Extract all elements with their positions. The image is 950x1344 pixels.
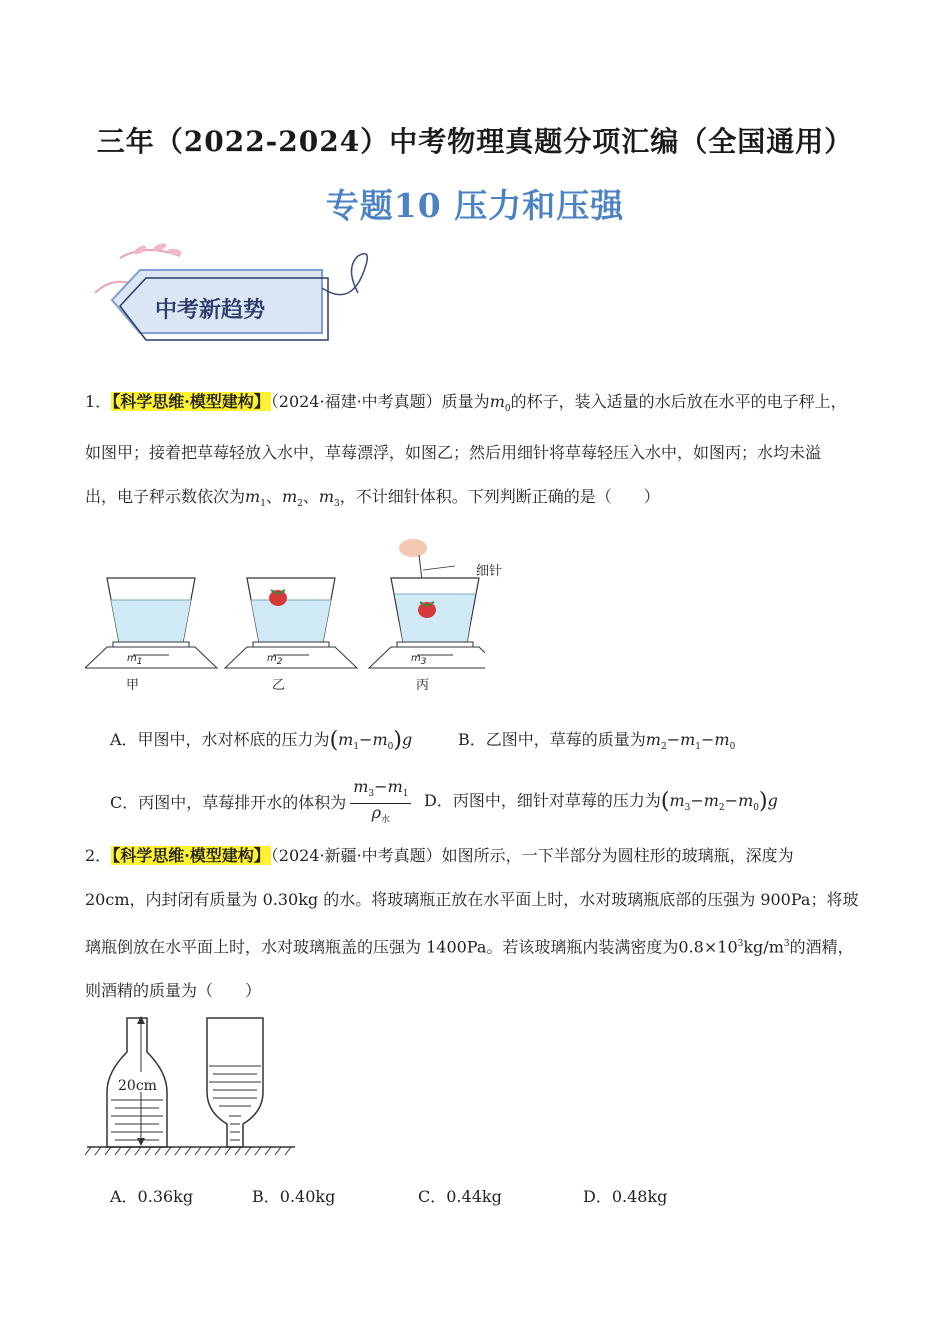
- needle-label: 细针: [476, 564, 503, 579]
- m-letter: m: [267, 653, 277, 664]
- q1-option-b[interactable]: [458, 727, 735, 752]
- ground-hatching: [85, 1147, 291, 1155]
- frac-numerator: [350, 778, 411, 804]
- m-letter: m: [411, 653, 421, 664]
- document-title: 三年（2022-2024）中考物理真题分项汇编（全国通用）: [96, 125, 854, 158]
- q1-option-c[interactable]: [110, 778, 415, 829]
- frac-denominator: [350, 804, 411, 829]
- m-sub: 0: [753, 803, 759, 814]
- q1-option-a-text: A．甲图中，水对杯底的压力为: [110, 730, 330, 749]
- q1-option-d-text: D．丙图中，细针对草莓的压力为: [424, 791, 661, 810]
- m-letter: m: [338, 730, 354, 749]
- q2-number: 2．: [85, 846, 112, 865]
- q1-option-d[interactable]: [424, 788, 778, 814]
- m-letter: m: [703, 791, 719, 810]
- q1-m1-sub: 1: [260, 499, 266, 510]
- rho-letter: ρ: [371, 803, 382, 823]
- figure-label-bing: 丙: [416, 678, 430, 693]
- q2-density-unit: kg/m: [743, 937, 784, 957]
- q2-density-exp: 3: [737, 939, 744, 949]
- q1-source: （2024·福建·中考真题）: [270, 392, 442, 411]
- q2-option-c[interactable]: C．0.44kg: [418, 1187, 502, 1206]
- q1-scales-figure: [85, 530, 485, 695]
- q1-line-2: 如图甲；接着把草莓轻放入水中，草莓漂浮，如图乙；然后用细针将草莓轻压入水中，如图丙；水均未溢: [85, 443, 822, 463]
- minus-sign: −: [666, 730, 681, 749]
- q1-sep-1: 、: [265, 487, 282, 507]
- g-letter: g: [401, 730, 413, 749]
- m-sub: 3: [368, 789, 375, 800]
- m-letter: m: [714, 730, 730, 749]
- rho-sub: 水: [381, 815, 391, 826]
- m-sub: 2: [276, 657, 283, 667]
- m-sub: 1: [353, 742, 360, 753]
- q1-text-a: 质量为: [441, 392, 490, 411]
- g-letter: g: [767, 791, 778, 810]
- minus-sign: −: [374, 777, 388, 796]
- q1-tag: 【科学思维·模型建构】: [112, 392, 270, 411]
- m-sub: 2: [718, 803, 725, 814]
- q2-text-c: 的酒精，: [789, 937, 854, 957]
- scale-m2: [267, 653, 282, 667]
- m-sub: 1: [695, 742, 701, 753]
- q2-source: （2024·新疆·中考真题）: [270, 846, 442, 865]
- q1-option-c-text: C．丙图中，草莓排开水的体积为: [110, 793, 347, 813]
- m-sub: 2: [660, 742, 667, 753]
- q2-option-d[interactable]: D．0.48kg: [583, 1187, 668, 1206]
- q1-sep-2: 、: [302, 487, 319, 507]
- m-letter: m: [127, 653, 137, 664]
- m-letter: m: [372, 730, 388, 749]
- q2-density: 0.8×10: [678, 937, 738, 957]
- q1-m3-sub: 3: [334, 499, 340, 510]
- minus-sign: −: [690, 791, 704, 810]
- m-letter: m: [680, 730, 696, 749]
- figure-label-jia: 甲: [126, 678, 140, 693]
- paren-close: ): [393, 728, 402, 753]
- q1-m2-sub: 2: [297, 499, 303, 510]
- m-letter: m: [669, 791, 685, 810]
- q2-line-1: [85, 834, 875, 878]
- m-letter: m: [387, 777, 403, 796]
- m-sub: 1: [136, 657, 143, 667]
- paren-open: (: [660, 789, 670, 814]
- scale-m1: [127, 653, 142, 667]
- hand-icon: [399, 539, 427, 557]
- figure-label-yi: 乙: [272, 678, 286, 693]
- q1-option-b-text: B．乙图中，草莓的质量为: [458, 730, 646, 749]
- m-sub: 0: [387, 742, 394, 753]
- paren-close: ): [758, 789, 768, 814]
- m-sub: 0: [729, 742, 736, 753]
- q1-m0-sub: 0: [504, 404, 511, 415]
- m-letter: m: [353, 777, 369, 796]
- q2-line-3: [85, 922, 875, 969]
- topic-title: 专题10 压力和压强: [325, 186, 625, 225]
- q2-text-b: 璃瓶倒放在水平面上时，水对玻璃瓶盖的压强为 1400Pa。若该玻璃瓶内装满密度为: [85, 937, 679, 957]
- q1-m1: m: [245, 487, 261, 507]
- scale-yi: [225, 578, 357, 668]
- q1-line-1: [85, 380, 875, 431]
- m-sub: 1: [402, 789, 409, 800]
- q1-line-3: [85, 475, 875, 526]
- q2-text-a: 如图所示，一下半部分为圆柱形的玻璃瓶，深度为: [441, 846, 794, 865]
- scale-bing: [369, 539, 485, 668]
- banner-label: 中考新趋势: [155, 298, 266, 323]
- scale-jia: [85, 578, 217, 668]
- q2-density-unit-exp: 3: [783, 939, 790, 949]
- bottle-inverted: [207, 1018, 263, 1147]
- q1-text-d: ，不计细针体积。下列判断正确的是（ ）: [339, 487, 660, 507]
- q2-option-b[interactable]: B．0.40kg: [252, 1187, 336, 1206]
- depth-label: 20cm: [118, 1078, 157, 1094]
- strawberry-icon: [418, 602, 436, 618]
- q1-text-b: 的杯子，装入适量的水后放在水平的电子秤上，: [510, 392, 847, 411]
- question-1: [85, 380, 875, 526]
- q2-line-2: 20cm，内封闭有质量为 0.30kg 的水。将玻璃瓶正放在水平面上时，水对玻璃瓶底部的压强为 900Pa；将玻: [85, 890, 859, 909]
- m-sub: 3: [420, 657, 427, 667]
- scale-m3: [411, 653, 426, 667]
- q1-m3: m: [318, 487, 335, 507]
- q1-m2: m: [281, 487, 298, 507]
- m-letter: m: [645, 730, 661, 749]
- q2-tag: 【科学思维·模型建构】: [112, 846, 270, 865]
- m-letter: m: [738, 791, 754, 810]
- q2-option-a[interactable]: A．0.36kg: [110, 1187, 194, 1206]
- q2-line-4: 则酒精的质量为（ ）: [85, 981, 262, 1001]
- q1-text-c: 出，电子秤示数依次为: [85, 487, 246, 507]
- paren-open: (: [329, 728, 339, 753]
- minus-sign: −: [724, 791, 739, 810]
- minus-sign: −: [359, 730, 373, 749]
- q1-option-a[interactable]: [110, 727, 412, 753]
- question-2: [85, 834, 875, 1013]
- volume-fraction: [350, 778, 411, 829]
- q1-m0: m: [489, 392, 505, 411]
- m-sub: 3: [684, 803, 691, 814]
- minus-sign: −: [700, 730, 715, 749]
- q1-number: 1．: [85, 392, 112, 411]
- strawberry-icon: [269, 590, 287, 606]
